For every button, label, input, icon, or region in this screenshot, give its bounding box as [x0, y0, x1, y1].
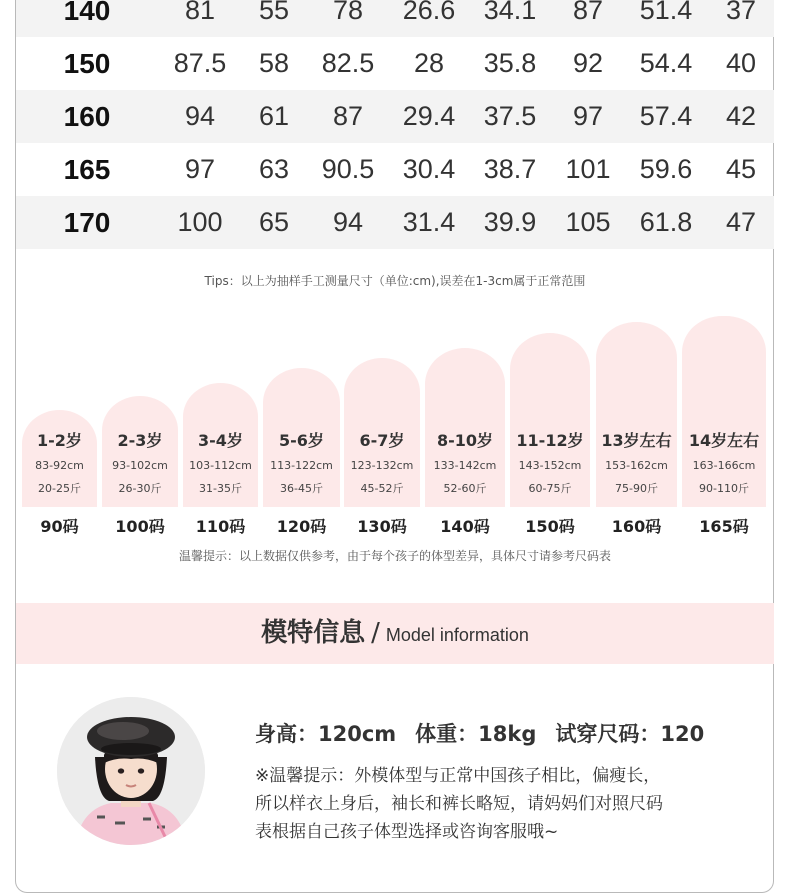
- weight-range: 36-45斤: [280, 482, 323, 495]
- size-value-cell: 38.7: [483, 154, 537, 184]
- size-value-cell: 35.8: [483, 48, 537, 78]
- size-value-cell: 82.5: [321, 48, 375, 78]
- model-info-title-en: Model information: [385, 625, 529, 645]
- size-value-cell: 39.9: [483, 207, 537, 237]
- fit-note-line: 所以样衣上身后，袖长和裤长略短，请妈妈们对照尺码: [255, 794, 663, 814]
- weight-range: 26-30斤: [118, 482, 162, 495]
- size-label-cell: 170: [63, 207, 111, 238]
- size-value-cell: 92: [572, 48, 604, 78]
- size-value-cell: 54.4: [639, 48, 693, 78]
- size-label-cell: 165: [63, 154, 111, 185]
- age-label: 1-2岁: [37, 431, 82, 450]
- size-value-cell: 58: [258, 48, 290, 78]
- size-code: 100码: [115, 517, 165, 536]
- weight-range: 20-25斤: [38, 482, 81, 495]
- model-stats: [255, 718, 723, 748]
- model-weight: 体重：18kg: [415, 722, 537, 746]
- age-label: 3-4岁: [198, 431, 243, 450]
- size-value-cell: 42: [725, 101, 757, 131]
- height-range: 123-132cm: [350, 459, 414, 472]
- height-range: 153-162cm: [605, 459, 668, 472]
- size-value-cell: 40: [725, 48, 757, 78]
- size-value-cell: 45: [725, 154, 757, 184]
- size-table-row: [16, 0, 774, 37]
- size-value-cell: 97: [184, 154, 216, 184]
- height-range: 93-102cm: [112, 459, 168, 472]
- size-code: 120码: [276, 517, 327, 536]
- title-separator: /: [371, 618, 380, 648]
- age-size-card: [22, 410, 97, 507]
- age-size-card: [425, 348, 505, 507]
- size-value-cell: 97: [572, 101, 604, 131]
- height-range: 133-142cm: [433, 459, 497, 472]
- age-label: 2-3岁: [117, 431, 163, 450]
- size-value-cell: 51.4: [639, 0, 693, 25]
- size-value-cell: 87: [332, 101, 364, 131]
- height-range: 163-166cm: [692, 459, 756, 472]
- age-label: 5-6岁: [279, 431, 324, 450]
- size-value-cell: 87.5: [173, 48, 227, 78]
- height-range: 143-152cm: [518, 459, 582, 472]
- size-value-cell: 63: [258, 154, 290, 184]
- age-size-card: [183, 383, 258, 507]
- size-code: 160码: [611, 517, 662, 536]
- size-value-cell: 65: [258, 207, 290, 237]
- size-code: 140码: [440, 517, 490, 536]
- measurement-tips: Tips：以上为抽样手工测量尺寸（单位:cm),误差在1-3cm属于正常范围: [204, 274, 586, 288]
- size-table-row: [16, 37, 774, 90]
- age-size-card: [263, 368, 340, 507]
- size-value-cell: 101: [565, 154, 611, 184]
- weight-range: 90-110斤: [699, 482, 749, 495]
- age-label: 14岁左右: [688, 431, 760, 450]
- age-size-card: [510, 333, 590, 507]
- size-table-row: [16, 143, 774, 196]
- model-info-header: [16, 603, 774, 664]
- size-table: [16, 0, 774, 249]
- model-trial-size: 试穿尺码：120: [555, 722, 705, 746]
- size-value-cell: 57.4: [639, 101, 693, 131]
- weight-range: 31-35斤: [199, 482, 242, 495]
- size-value-cell: 34.1: [483, 0, 537, 25]
- size-value-cell: 30.4: [402, 154, 456, 184]
- size-value-cell: 87: [572, 0, 604, 25]
- size-value-cell: 31.4: [402, 207, 456, 237]
- size-value-cell: 28: [413, 48, 445, 78]
- size-value-cell: 94: [332, 207, 364, 237]
- size-label-cell: 140: [63, 0, 111, 26]
- size-code: 165码: [699, 517, 749, 536]
- size-value-cell: 37.5: [483, 101, 537, 131]
- fit-note-line: ※温馨提示：外模体型与正常中国孩子相比，偏瘦长，: [255, 766, 661, 786]
- size-code: 150码: [525, 517, 575, 536]
- weight-range: 45-52斤: [360, 482, 404, 495]
- size-table-row: [16, 90, 774, 143]
- size-code: 130码: [357, 517, 407, 536]
- size-code: 110码: [195, 517, 246, 536]
- height-range: 83-92cm: [35, 459, 84, 472]
- height-range: 113-122cm: [270, 459, 333, 472]
- size-value-cell: 90.5: [321, 154, 375, 184]
- weight-range: 75-90斤: [615, 482, 658, 495]
- fit-note-line: 表根据自己孩子体型选择或咨询客服哦~: [255, 822, 559, 842]
- size-value-cell: 29.4: [402, 101, 456, 131]
- size-value-cell: 47: [725, 207, 757, 237]
- size-table-row: [16, 196, 774, 249]
- size-code: 90码: [40, 517, 79, 536]
- size-value-cell: 94: [184, 101, 216, 131]
- size-label-cell: 150: [63, 48, 111, 79]
- size-label-cell: 160: [63, 101, 111, 132]
- age-size-card: [102, 396, 178, 507]
- model-photo: [57, 697, 205, 845]
- age-size-card: [596, 322, 677, 507]
- size-value-cell: 78: [332, 0, 364, 25]
- age-label: 13岁左右: [601, 431, 672, 450]
- age-label: 11-12岁: [516, 431, 584, 450]
- weight-range: 60-75斤: [528, 482, 572, 495]
- size-value-cell: 105: [565, 207, 611, 237]
- size-value-cell: 26.6: [402, 0, 456, 25]
- weight-range: 52-60斤: [443, 482, 487, 495]
- age-label: 8-10岁: [436, 431, 494, 450]
- size-value-cell: 55: [258, 0, 290, 25]
- size-reference-note: 温馨提示：以上数据仅供参考，由于每个孩子的体型差异，具体尺寸请参考尺码表: [178, 549, 611, 563]
- model-info-title: 模特信息: [261, 618, 366, 648]
- size-value-cell: 81: [184, 0, 216, 25]
- size-value-cell: 61: [258, 101, 290, 131]
- age-label: 6-7岁: [359, 431, 405, 450]
- age-size-card: [682, 316, 766, 507]
- height-range: 103-112cm: [189, 459, 252, 472]
- size-value-cell: 59.6: [639, 154, 693, 184]
- age-size-card: [344, 358, 420, 507]
- size-value-cell: 100: [177, 207, 223, 237]
- size-value-cell: 61.8: [639, 207, 693, 237]
- model-fit-note: [255, 762, 755, 846]
- model-height: 身高：120cm: [255, 722, 397, 746]
- size-value-cell: 37: [725, 0, 757, 25]
